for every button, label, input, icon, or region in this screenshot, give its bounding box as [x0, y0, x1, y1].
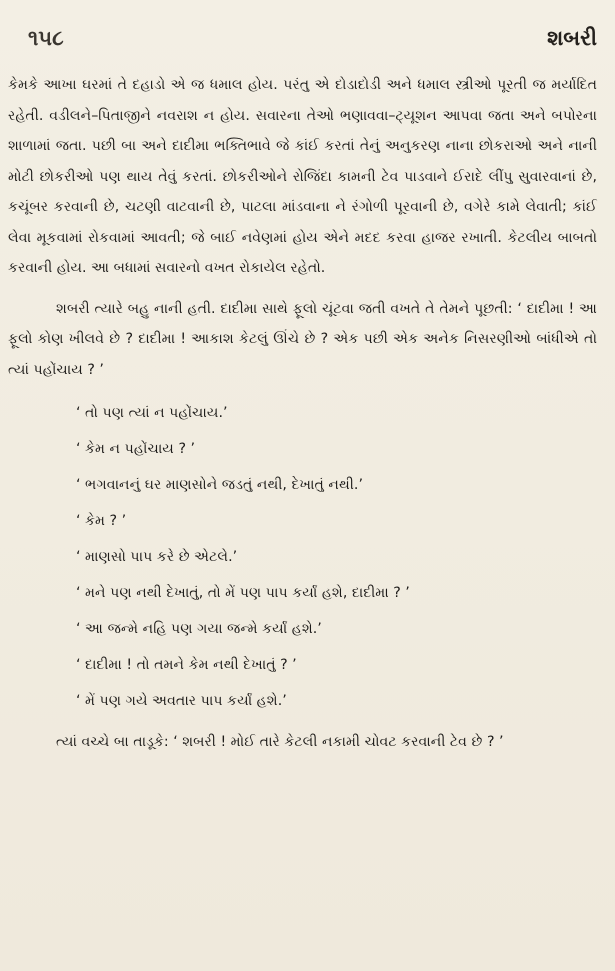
dialogue-line: ‘ તો પણ ત્યાં ન પહોંચાય.’	[76, 405, 228, 421]
paragraph-2: શબરી ત્યારે બહુ નાની હતી. દાદીમા સાથે ફૂલો ચૂંટવા જતી વખતે તે તેમને પૂછતી: ‘ દાદીમા ! આ ફૂલો કોણ ખીલવે છે ? દાદીમા ! આકાશ કેટલું ઊંચે છે ? એક પછી એક અનેક નિસરણીઓ બાંધીએ તો ત્યાં પહોંચાય ? ’	[8, 300, 597, 378]
dialogue-line: ‘ ભગવાનનું ઘર માણસોને જડતું નથી, દેખાતું નથી.’	[76, 477, 363, 493]
dialogue-line: ‘ કેમ ? ’	[76, 513, 127, 529]
dialogue-line: ‘ મને પણ નથી દેખાતું, તો મેં પણ પાપ કર્યાં હશે, દાદીમા ? ’	[76, 585, 410, 601]
paragraph-1: કેમકે આખા ઘરમાં તે દહાડો એ જ ધમાલ હોય. પરંતુ એ દોડાદોડી અને ધમાલ સ્ત્રીઓ પૂરતી જ મર્યાદિત રહેતી. વડીલને–પિતાજીને નવરાશ ન હોય. સવારના તેઓ ભણાવવા–ટ્યૂશન આપવા જતા અને બપોરના શાળામાં જતા. પછી બા અને દાદીમા ભક્તિભાવે જે કાંઈ કરતાં તેનું અનુકરણ નાના છોકરાઓ અને નાની મોટી છોકરીઓ પણ થાય તેવું કરતાં. છોકરીઓને રોજિંદા કામની ટેવ પાડવાને ઈરાદે લીંપુ સુવારવાનાં છે, કચૂંબર કરવાની છે, ચટણી વાટવાની છે, પાટલા માંડવાના ને રંગોળી પૂરવાની છે, વગેરે કામે લેવાતી; કાંઈ લેવા મૂકવામાં રોકવામાં આવતી; જે બાઈ નવેણમાં હોય એને મદદ કરવા હાજર રખાતી. કેટલીય બાબતો કરવાની હોય. આ બધામાં સવારનો વખત રોકાયેલ રહેતો.	[8, 77, 598, 276]
dialogue-line: ‘ માણસો પાપ કરે છે એટલે.’	[76, 549, 238, 565]
page-header	[8, 26, 597, 66]
dialogue-line: ‘ આ જન્મે નહિ પણ ગયા જન્મે કર્યાં હશે.’	[76, 621, 322, 637]
paragraph-final: ત્યાં વચ્ચે બા તાડૂકે: ‘ શબરી ! મોઈ તારે કેટલી નકામી ચોવટ કરવાની ટેવ છે ? ’	[56, 734, 504, 750]
dialogue-block	[8, 395, 597, 719]
page-number: ૧૫૮	[28, 26, 64, 50]
running-title: શબરી	[547, 26, 597, 50]
dialogue-line: ‘ કેમ ન પહોંચાય ? ’	[76, 441, 195, 457]
page-body	[8, 70, 597, 758]
dialogue-line: ‘ દાદીમા ! તો તમને કેમ નથી દેખાતું ? ’	[76, 657, 297, 673]
dialogue-line: ‘ મેં પણ ગયે અવતાર પાપ કર્યાં હશે.’	[76, 693, 287, 709]
